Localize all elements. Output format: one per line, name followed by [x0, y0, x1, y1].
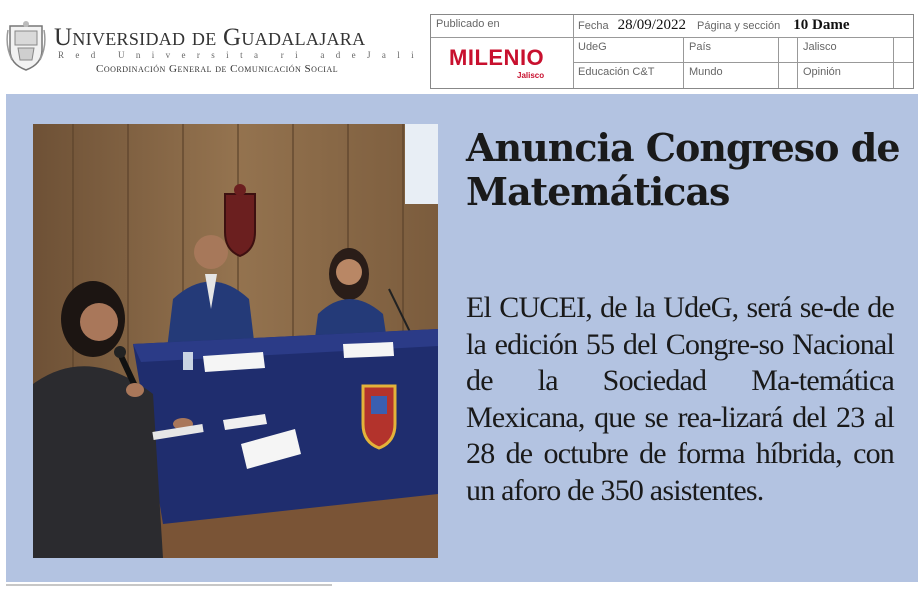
- bottom-divider: [6, 584, 332, 586]
- press-conference-illustration: [33, 124, 438, 558]
- article-clipping: [6, 94, 918, 582]
- category-udeg: UdeG: [578, 41, 607, 53]
- category-pais: País: [689, 41, 712, 53]
- page-section-label: Página y sección: [697, 20, 781, 32]
- date-and-section-row: [573, 15, 913, 37]
- coordination-name: Coordinación General de Comunicación Social: [96, 63, 339, 75]
- date-label: Fecha: [578, 20, 609, 32]
- outlet-region: Jalisco: [517, 71, 545, 80]
- category-mundo: Mundo: [689, 66, 723, 78]
- press-conference-photo: [33, 124, 438, 558]
- article-body: El CUCEI, de la UdeG, será se-de de la edición 55 del Congre-so Nacional de la Sociedad Ma-temática Mexicana, que se rea-lizará del 23 al 28 de octubre de forma híbrida, con un aforo de 350 asistentes.: [466, 291, 894, 507]
- university-name: Universidad de Guadalajara: [54, 24, 366, 51]
- published-in-label: Publicado en: [436, 18, 500, 30]
- category-jalisco: Jalisco: [803, 41, 837, 53]
- outlet-logo: MILENIO: [449, 45, 545, 70]
- publication-info-table: [430, 14, 914, 89]
- date-value: 28/09/2022: [617, 17, 686, 33]
- category-opinion: Opinión: [803, 66, 841, 78]
- page-section-value: 10 Dame: [793, 17, 850, 33]
- university-header: [6, 20, 426, 80]
- university-seal-icon: [6, 20, 46, 72]
- category-educacion: Educación C&T: [578, 66, 655, 78]
- university-network-line: R e d U n i v e r s i t a r i a d e J a l i: [58, 50, 414, 60]
- article-headline: Anuncia Congreso de Matemáticas: [466, 125, 900, 214]
